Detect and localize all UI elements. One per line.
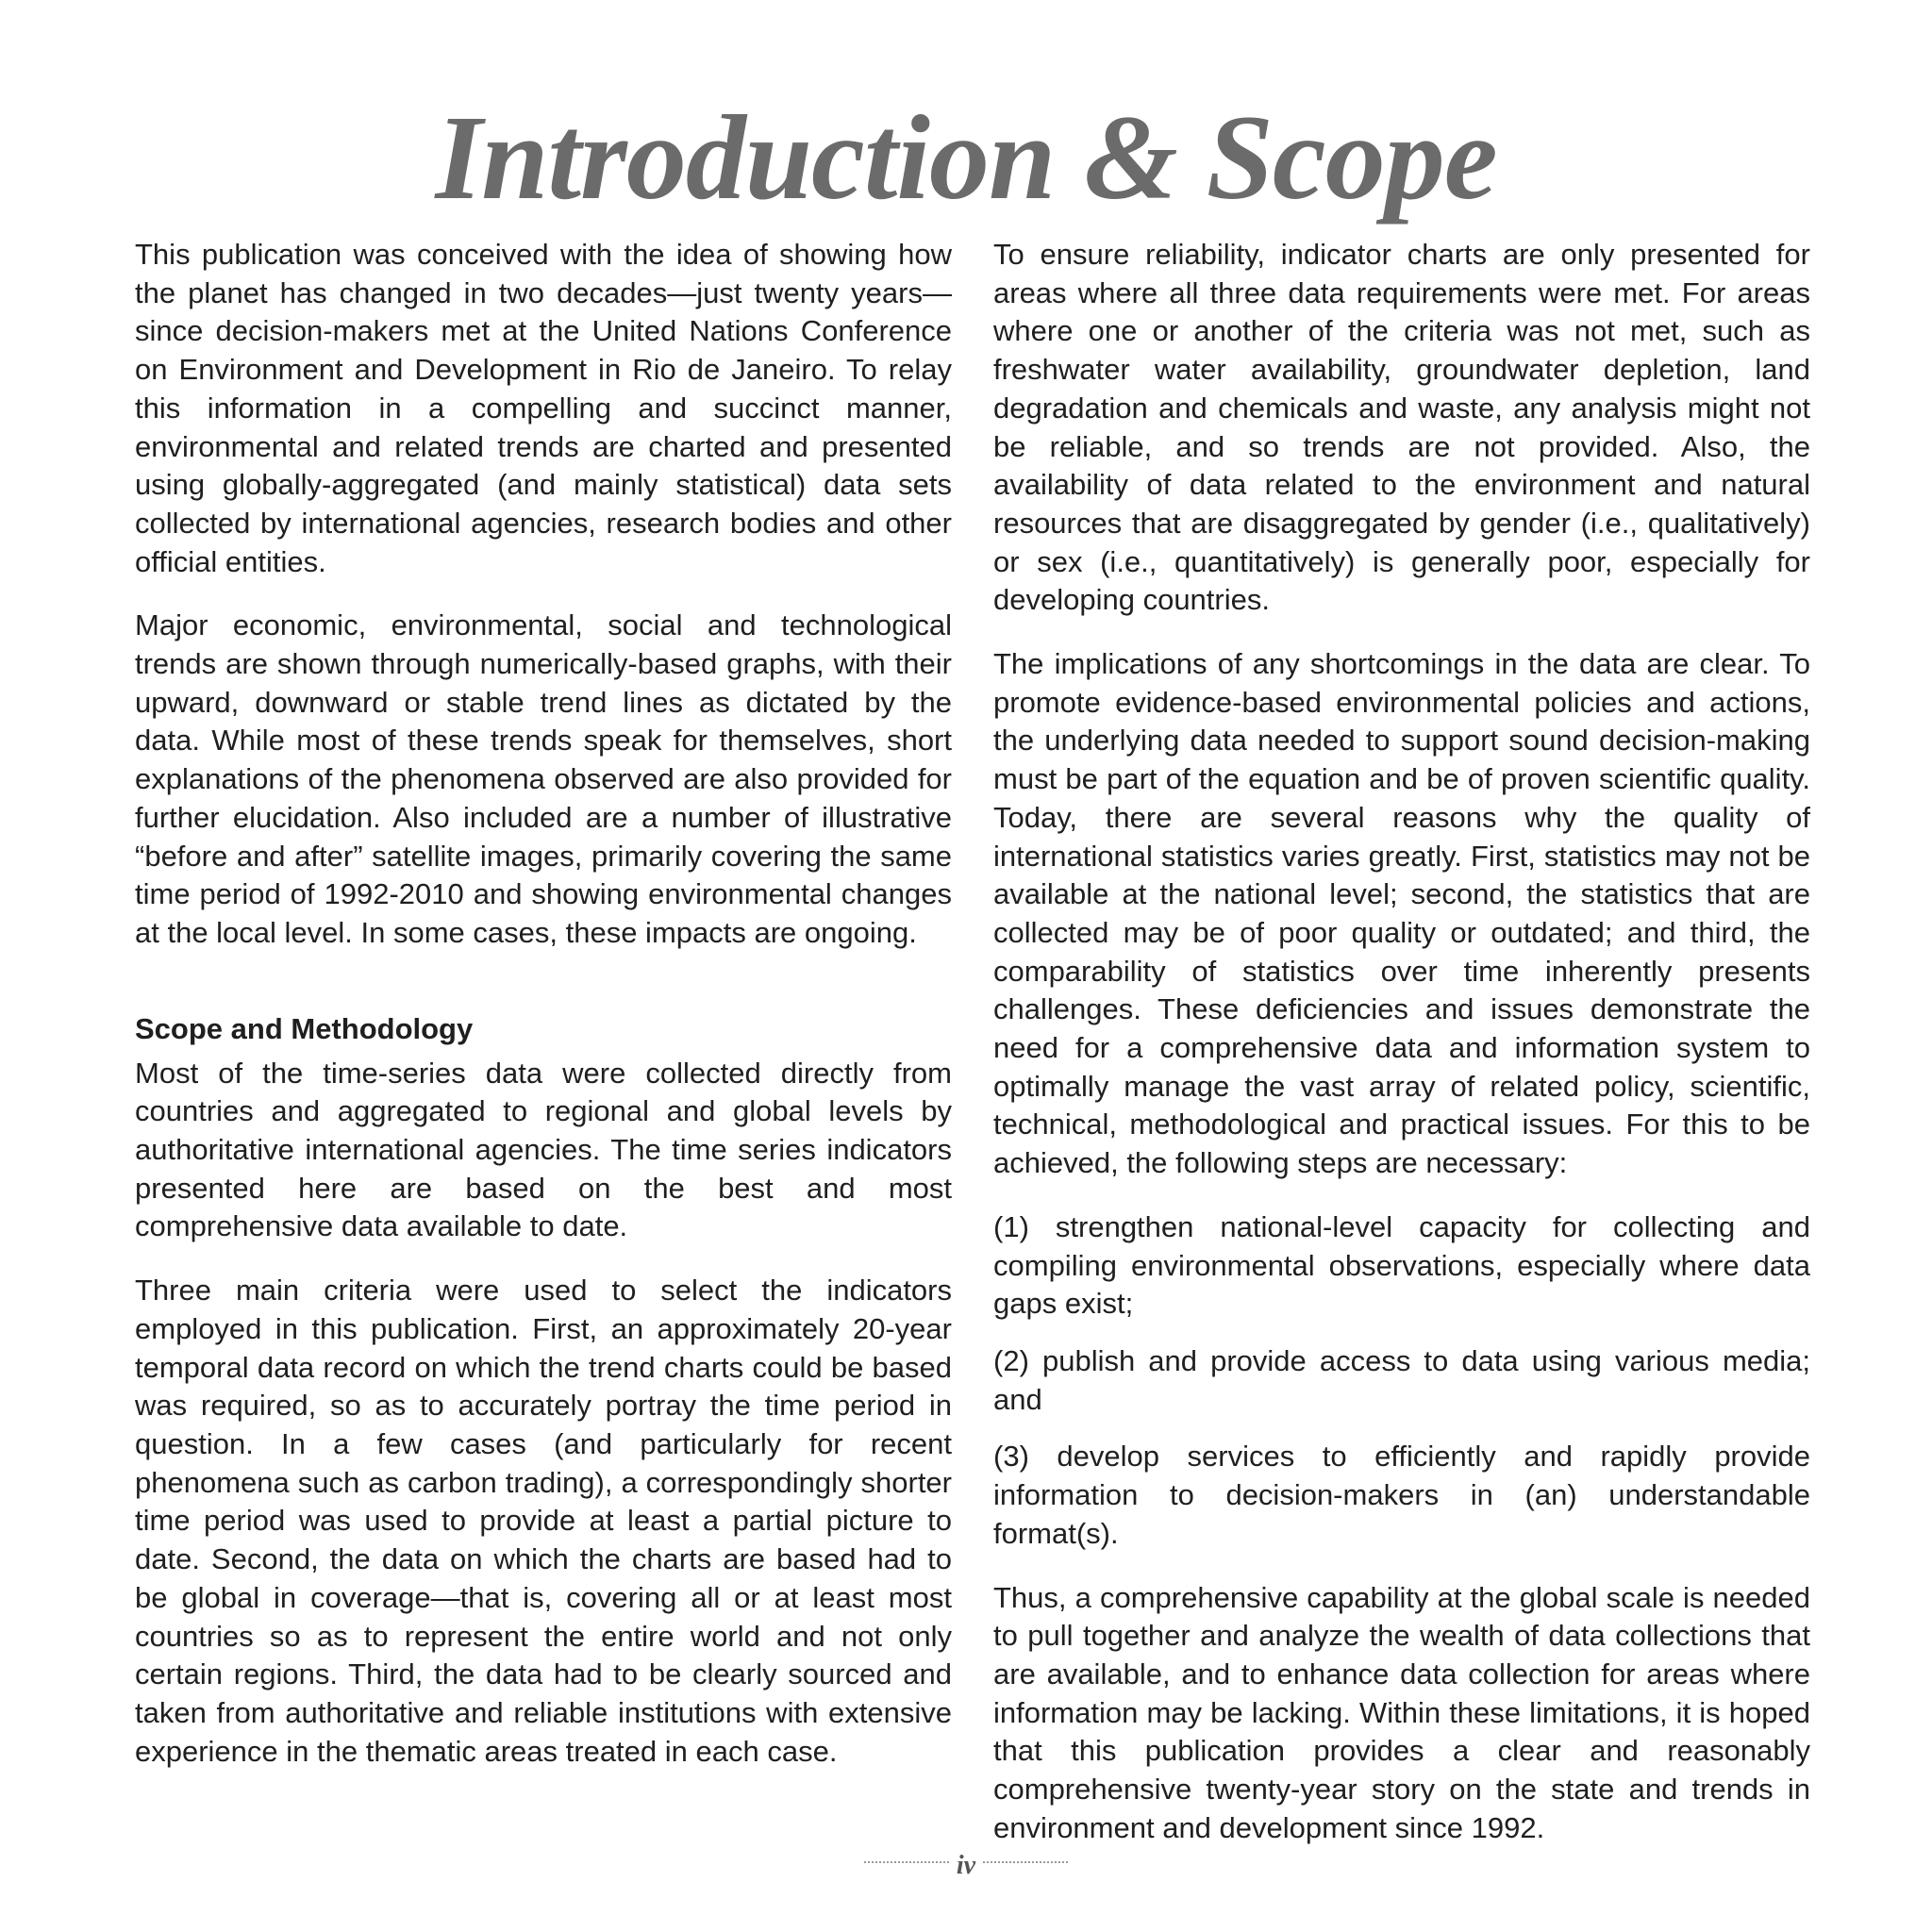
section-heading: Scope and Methodology — [135, 1011, 474, 1045]
methodology-paragraph-2: Three main criteria were used to select the indicators employed in this publication. First, an approximately 20-year temporal data record on which the trend charts could be based was required, so as to accurately portray the time period in question. In a few cases (and particularly for recent phenomena such as carbon trading), a correspondingly shorter time period was used to provide at least a partial picture to date. Second, the data on which the charts are based had to be global in coverage—that is, covering all or at least most countries so as to represent the entire world and not only certain regions. Third, the data had to be clearly sourced and taken from authoritative and reliable institutions with extensive experience in the thematic areas treated in each case. — [135, 1274, 952, 1768]
implications-paragraph: The implications of any shortcomings in the data are clear. To promote evidence-based environmental policies and actions, the underlying data needed to support sound decision-making must be part of the equation and be of proven scientific quality. Today, there are several reasons why the quality of international statistics varies greatly. First, statistics may not be available at the national level; second, the statistics that are collected may be of poor quality or outdated; and third, the comparability of statistics over time inherently presents challenges. These deficiencies and issues demonstrate the need for a comprehensive data and information system to optimally manage the vast array of related policy, scientific, technical, methodological and practical issues. For this to be achieved, the following steps are necessary: — [993, 647, 1810, 1180]
reliability-paragraph: To ensure reliability, indicator charts are only presented for areas where all three data requirements were met. For areas where one or another of the criteria was not met, such as freshwater water availability, groundwater depletion, land degradation and chemicals and waste, any analysis might not be reliable, and so trends are not provided. Also, the availability of data related to the environment and natural resources that are disaggregated by gender (i.e., qualitatively) or sex (i.e., quantitatively) is generally poor, especially for developing countries. — [993, 238, 1810, 617]
step-3: (3) develop services to efficiently and rapidly provide information to decision-makers in (an) understandable format(s). — [993, 1440, 1810, 1550]
step-2: (2) publish and provide access to data using various media; and — [993, 1343, 1810, 1416]
page-footer — [0, 1851, 1932, 1881]
page-number: iv — [956, 1851, 976, 1880]
footer-dotted-rule-right — [983, 1861, 1068, 1863]
methodology-paragraph-1: Most of the time-series data were collected directly from countries and aggregated to regional and global levels by authoritative international agencies. The time series indicators presented here are based on the best and most comprehensive data available to date. — [135, 1056, 952, 1243]
intro-paragraph-2: Major economic, environmental, social and technological trends are shown through numerically-based graphs, with their upward, downward or stable trend lines as dictated by the data. While most of these trends speak for themselves, short explanations of the phenomena observed are also provided for further elucidation. Also included are a number of illustrative “before and after” satellite images, primarily covering the same time period of 1992-2010 and showing environmental changes at the local level. In some cases, these impacts are ongoing. — [135, 608, 952, 949]
intro-paragraph-1: This publication was conceived with the idea of showing how the planet has changed in two decades—just twenty years—since decision-makers met at the United Nations Conference on Environment and Development in Rio de Janeiro. To relay this information in a compelling and succinct manner, environmental and related trends are charted and presented using globally-aggregated (and mainly statistical) data sets collected by international agencies, research bodies and other official entities. — [135, 238, 952, 578]
right-column — [993, 236, 1810, 1873]
conclusion-paragraph: Thus, a comprehensive capability at the global scale is needed to pull together and analyze the wealth of data collections that are available, and to enhance data collection for areas where information may be lacking. Within these limitations, it is hoped that this publication provides a clear and reasonably comprehensive twenty-year story on the state and trends in environment and development since 1992. — [993, 1580, 1810, 1844]
step-1: (1) strengthen national-level capacity for collecting and compiling environmental observations, especially where data gaps exist; — [993, 1209, 1810, 1321]
left-column — [135, 236, 952, 1796]
footer-dotted-rule-left — [864, 1861, 949, 1863]
page-title: Introduction & Scope — [435, 91, 1497, 225]
